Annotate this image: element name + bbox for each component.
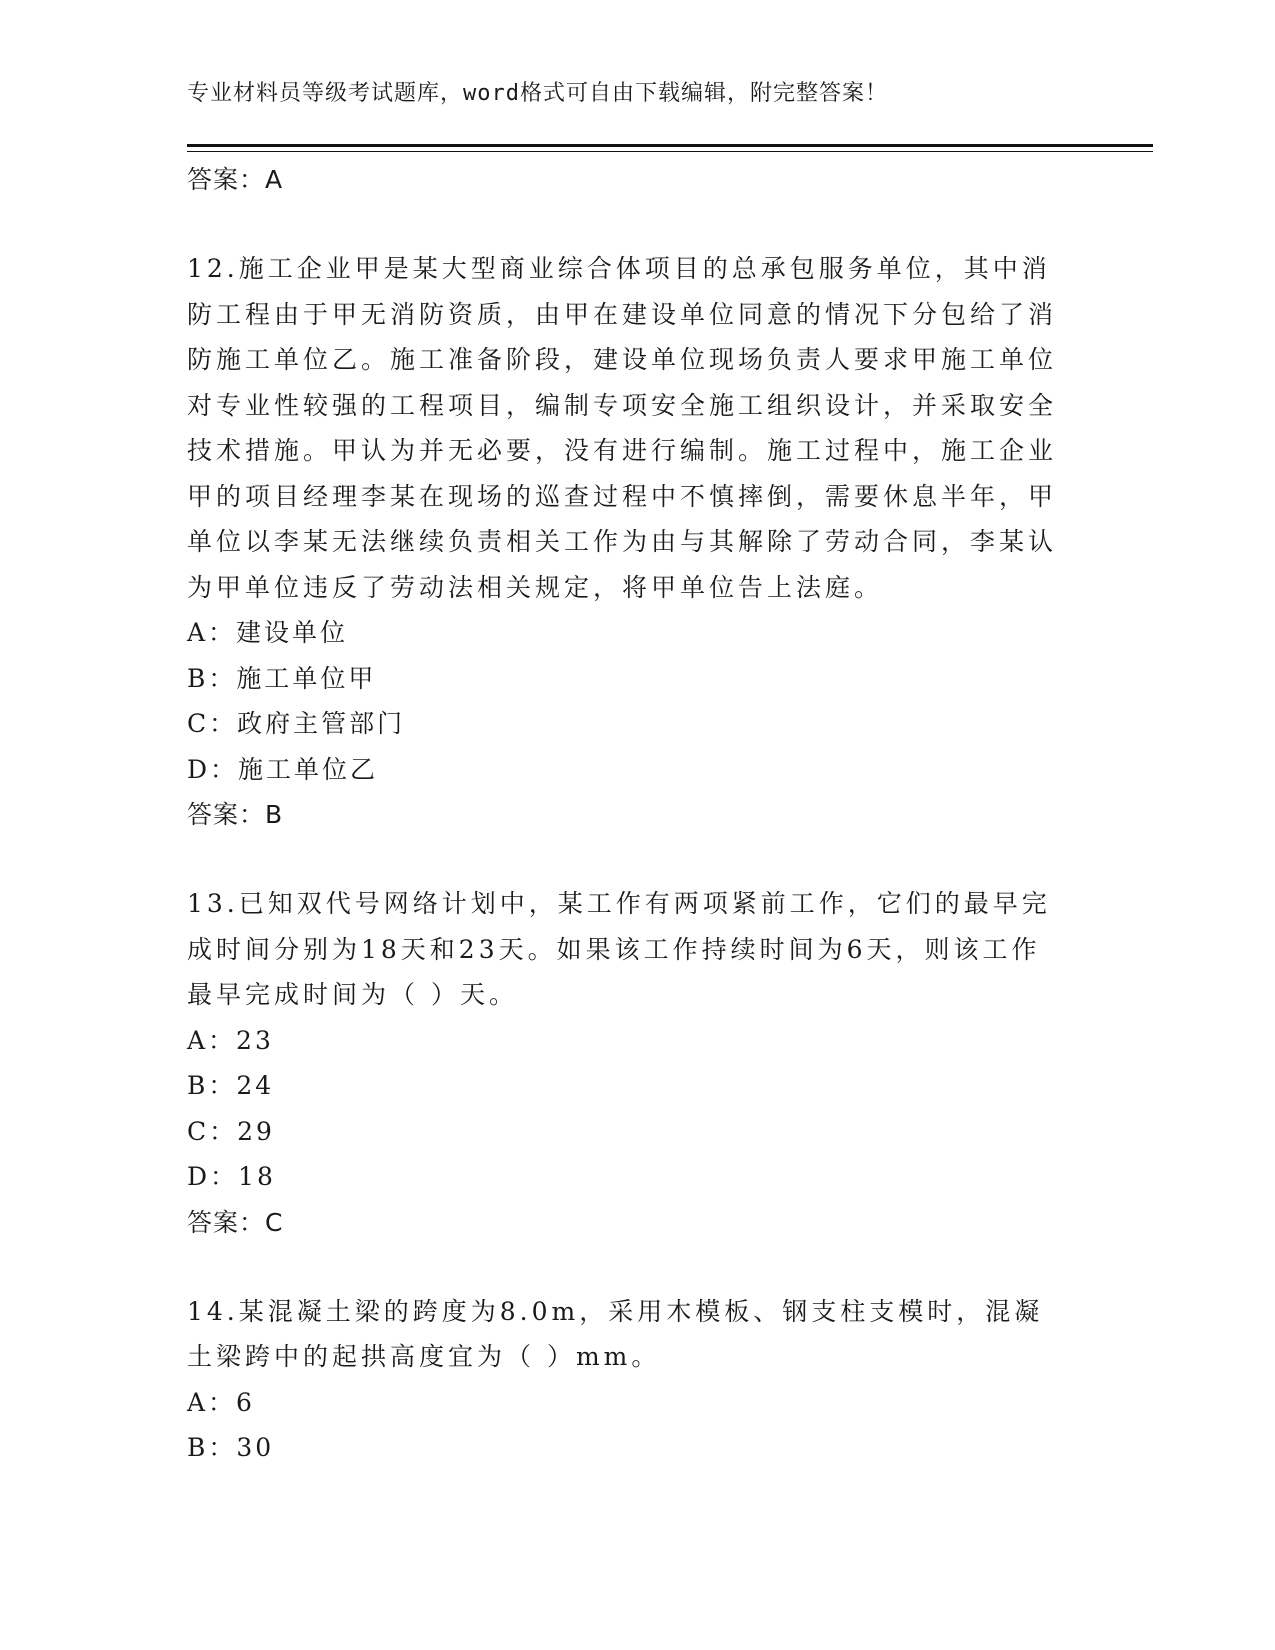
option-d: D：18 [187,1162,276,1191]
option-c: C：政府主管部门 [187,709,406,738]
answer-line: 答案：C [187,1207,284,1237]
option-d: D：施工单位乙 [187,754,379,784]
option-a: A：建设单位 [187,618,349,647]
answer-line: 答案：B [187,800,284,829]
question-stem: 12.施工企业甲是某大型商业综合体项目的总承包服务单位，其中消防工程由于甲无消防资质，由甲在建设单位同意的情况下分包给了消防施工单位乙。施工准备阶段，建设单位现场负责人要求甲施工单位对专业性较强的工程项目，编制专项安全施工组织设计，并采取安全技术措施。甲认为并无必要，没有进行编制。施工过程中，施工企业甲的项目经理李某在现场的巡查过程中不慎摔倒，需要休息半年，甲单位以李某无法继续负责相关工作为由与其解除了劳动合同，李某认为甲单位违反了劳动法相关规定，将甲单位告上法庭。 [187,254,1058,602]
option-b: B：施工单位甲 [187,663,377,693]
option-a: A：23 [187,1025,274,1055]
option-c: C：29 [187,1116,275,1146]
option-b: B：30 [187,1433,275,1462]
question-stem: 14.某混凝土梁的跨度为8.0m，采用木模板、钢支柱支模时，混凝土梁跨中的起拱高度宜为（ ）mm。 [187,1296,1044,1371]
question-block-13 [187,881,1067,1246]
page-header: 专业材料员等级考试题库，word格式可自由下载编辑，附完整答案！ [187,81,888,106]
question-block-12 [187,246,1067,838]
question-block-14 [187,1289,1067,1471]
answer-line: 答案：A [187,165,284,194]
option-b: B：24 [187,1071,275,1100]
question-stem: 13.已知双代号网络计划中，某工作有两项紧前工作，它们的最早完成时间分别为18天和23天。如果该工作持续时间为6天，则该工作最早完成时间为（ ）天。 [187,889,1051,1009]
header-divider-thin [187,151,1153,152]
option-a: A：6 [187,1387,255,1417]
document-body [187,157,1067,1471]
header-divider [187,144,1153,147]
